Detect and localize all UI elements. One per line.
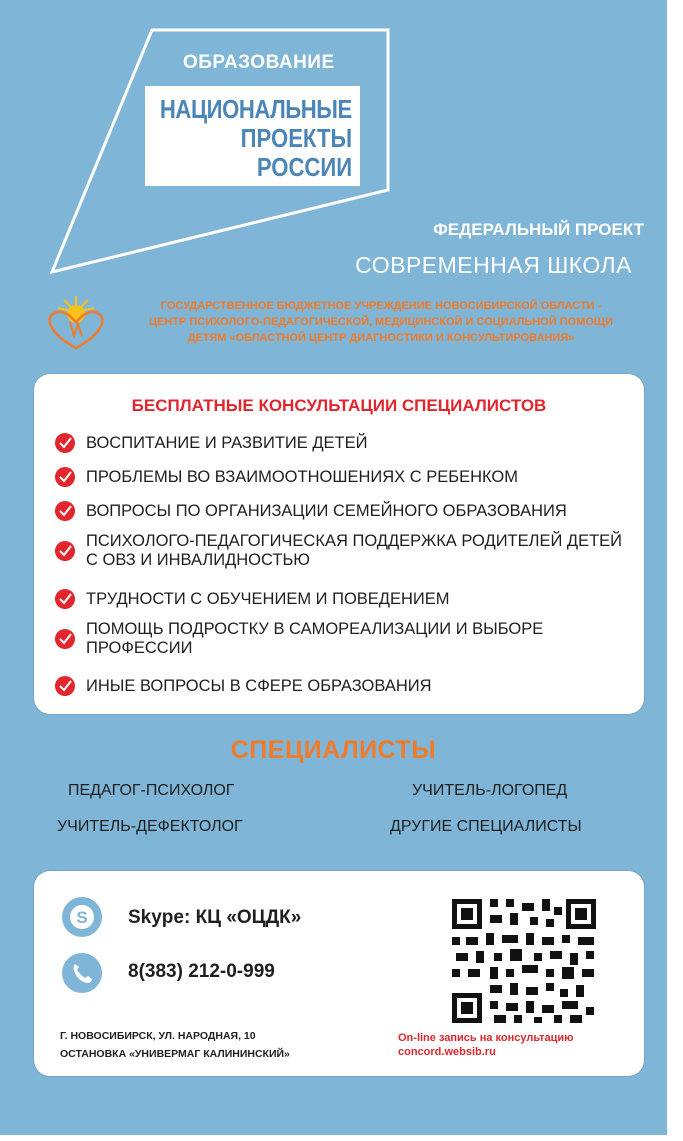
logo-line-1: НАЦИОНАЛЬНЫЕ: [160, 94, 352, 124]
skype-contact[interactable]: Skype: КЦ «ОЦДК»: [128, 907, 302, 928]
federal-project-name: СОВРЕМЕННАЯ ШКОЛА: [355, 252, 632, 278]
list-item: [54, 620, 634, 658]
phone-contact[interactable]: 8(383) 212-0-999: [128, 961, 275, 982]
list-item-text: ПСИХОЛОГО-ПЕДАГОГИЧЕСКАЯ ПОДДЕРЖКА РОДИТЕЛЕЙ ДЕТЕЙ С ОВЗ И ИНВАЛИДНОСТЬЮ: [86, 532, 623, 569]
skype-icon: [62, 897, 102, 937]
address-line-2: ОСТАНОВКА «УНИВЕРМАГ КАЛИНИНСКИЙ»: [60, 1048, 290, 1060]
list-item: [54, 532, 634, 570]
check-icon: [54, 540, 76, 562]
organization-line-2: ЦЕНТР ПСИХОЛОГО-ПЕДАГОГИЧЕСКОЙ, МЕДИЦИНСКОЙ И СОЦИАЛЬНОЙ ПОМОЩИ: [148, 316, 614, 328]
online-registration: [398, 1031, 620, 1059]
check-icon: [54, 628, 76, 650]
online-registration-link[interactable]: concord.websib.ru: [398, 1046, 496, 1058]
logo-line-2: ПРОЕКТЫ: [240, 123, 352, 153]
consultations-card: [38, 378, 640, 710]
list-item: [54, 588, 634, 610]
list-item: [54, 432, 634, 454]
list-item-text: ПРОБЛЕМЫ ВО ВЗАИМООТНОШЕНИЯХ С РЕБЕНКОМ: [86, 467, 519, 486]
phone-icon: [62, 953, 102, 993]
organization-line-1: ГОСУДАРСТВЕННОЕ БЮДЖЕТНОЕ УЧРЕЖДЕНИЕ НОВОСИБИРСКОЙ ОБЛАСТИ -: [160, 300, 602, 312]
list-item: [54, 500, 634, 522]
specialist-educational-psychologist: ПЕДАГОГ-ПСИХОЛОГ: [68, 782, 235, 799]
specialist-speech-therapist: УЧИТЕЛЬ-ЛОГОПЕД: [412, 782, 568, 799]
organization-line-3: ДЕТЯМ «ОБЛАСТНОЙ ЦЕНТР ДИАГНОСТИКИ И КОНСУЛЬТИРОВАНИЯ»: [187, 332, 575, 344]
list-item-text: ТРУДНОСТИ С ОБУЧЕНИЕМ И ПОВЕДЕНИЕМ: [86, 589, 450, 608]
sun-heart-emblem-icon: [36, 292, 116, 352]
logo-line-3: РОССИИ: [256, 152, 352, 182]
list-item-text: ВОСПИТАНИЕ И РАЗВИТИЕ ДЕТЕЙ: [86, 433, 368, 452]
qr-code-icon[interactable]: [450, 897, 598, 1025]
contacts-card: [38, 875, 640, 1072]
specialist-defectologist: УЧИТЕЛЬ-ДЕФЕКТОЛОГ: [57, 818, 243, 835]
svg-text:S: S: [76, 908, 88, 927]
organization-name: [110, 298, 652, 346]
list-item-text: ПОМОЩЬ ПОДРОСТКУ В САМОРЕАЛИЗАЦИИ И ВЫБОРЕ ПРОФЕССИИ: [86, 620, 544, 657]
address-line-1: Г. НОВОСИБИРСК, УЛ. НАРОДНАЯ, 10: [60, 1030, 256, 1042]
check-icon: [54, 466, 76, 488]
online-registration-label: On-line запись на консультацию: [398, 1032, 574, 1044]
check-icon: [54, 588, 76, 610]
logo-box: [145, 86, 360, 186]
specialists-title: СПЕЦИАЛИСТЫ: [230, 736, 437, 764]
list-item: [54, 466, 634, 488]
federal-project-label: ФЕДЕРАЛЬНЫЙ ПРОЕКТ: [433, 220, 644, 239]
logo-top-label: ОБРАЗОВАНИЕ: [183, 52, 335, 73]
specialist-other: ДРУГИЕ СПЕЦИАЛИСТЫ: [390, 818, 582, 835]
address: [60, 1027, 290, 1063]
check-icon: [54, 500, 76, 522]
list-item: [54, 675, 634, 697]
list-item-text: ВОПРОСЫ ПО ОРГАНИЗАЦИИ СЕМЕЙНОГО ОБРАЗОВАНИЯ: [86, 501, 567, 520]
consultations-title: БЕСПЛАТНЫЕ КОНСУЛЬТАЦИИ СПЕЦИАЛИСТОВ: [131, 396, 547, 415]
check-icon: [54, 432, 76, 454]
list-item-text: ИНЫЕ ВОПРОСЫ В СФЕРЕ ОБРАЗОВАНИЯ: [86, 676, 432, 695]
check-icon: [54, 675, 76, 697]
